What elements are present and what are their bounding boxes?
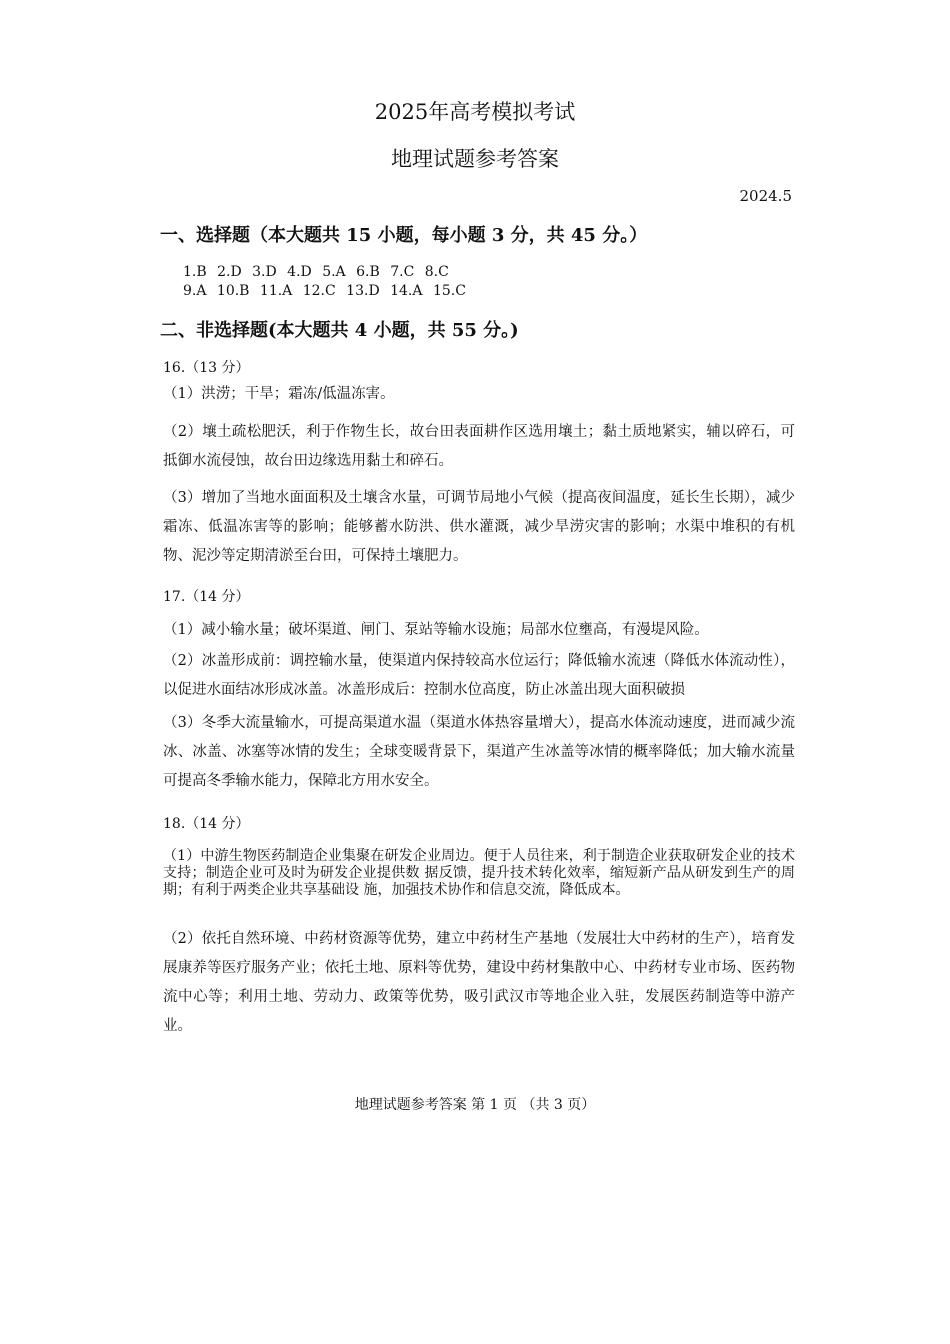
mc-answers-row-1: 1.B 2.D 3.D 4.D 5.A 6.B 7.C 8.C [183,264,449,280]
exam-subtitle: 地理试题参考答案 [391,147,559,171]
q18-answer-2: （2）依托自然环境、中药材资源等优势，建立中药材生产基地（发展壮大中药材的生产），培育发展康养等医疗服务产业；依托土地、原料等优势，建设中药材集散中心、中药材专业市场、医药物流中心等；利用土地、劳动力、政策等优势，吸引武汉市等地企业入驻，发展医药制造等中游产业。 [163,931,795,1034]
q16-answer-1: （1）洪涝；干旱；霜冻/低温冻害。 [163,386,395,402]
section-1-heading: 一、选择题（本大题共 15 小题，每小题 3 分，共 45 分。） [160,225,648,246]
q17-answer-1: （1）减小输水量；破坏渠道、闸门、泵站等输水设施；局部水位壅高，有漫堤风险。 [163,622,709,638]
page-footer: 地理试题参考答案 第 1 页 （共 3 页） [354,1097,596,1113]
q17-header: 17.（14 分） [163,589,250,605]
q16-header: 16.（13 分） [163,360,250,376]
q16-answer-2: （2）壤土疏松肥沃，利于作物生长，故台田表面耕作区选用壤土；黏土质地紧实，辅以碎石，可抵御水流侵蚀，故台田边缘选用黏土和碎石。 [163,424,795,469]
q16-answer-3: （3）增加了当地水面面积及土壤含水量，可调节局地小气候（提高夜间温度，延长生长期），减少霜冻、低温冻害等的影响；能够蓄水防洪、供水灌溉，减少旱涝灾害的影响；水渠中堆积的有机物、泥沙等定期清淤至台田，可保持土壤肥力。 [163,490,795,564]
section-2-heading: 二、非选择题(本大题共 4 小题，共 55 分。) [160,320,519,341]
exam-date: 2024.5 [739,187,792,205]
exam-title: 2025年高考模拟考试 [374,100,576,124]
mc-answers-row-2: 9.A 10.B 11.A 12.C 13.D 14.A 15.C [183,283,466,299]
q18-answer-1: （1）中游生物医药制造企业集聚在研发企业周边。便于人员往来，利于制造企业获取研发企业的技术支持；制造企业可及时为研发企业提供数 据反馈，提升技术转化效率，缩短新产品从研发到生产的周期；有利于两类企业共享基础设 施，加强技术协作和信息交流，降低成本。 [163,848,795,898]
q17-answer-3: （3）冬季大流量输水，可提高渠道水温（渠道水体热容量增大），提高水体流动速度，进而减少流冰、冰盖、冰塞等冰情的发生；全球变暖背景下，渠道产生冰盖等冰情的概率降低；加大输水流量可提高冬季输水能力，保障北方用水安全。 [163,715,795,789]
q17-answer-2: （2）冰盖形成前：调控输水量，使渠道内保持较高水位运行；降低输水流速（降低水体流动性），以促进水面结冰形成冰盖。冰盖形成后：控制水位高度，防止冰盖出现大面积破损 [163,653,795,698]
q18-header: 18.（14 分） [163,816,250,832]
